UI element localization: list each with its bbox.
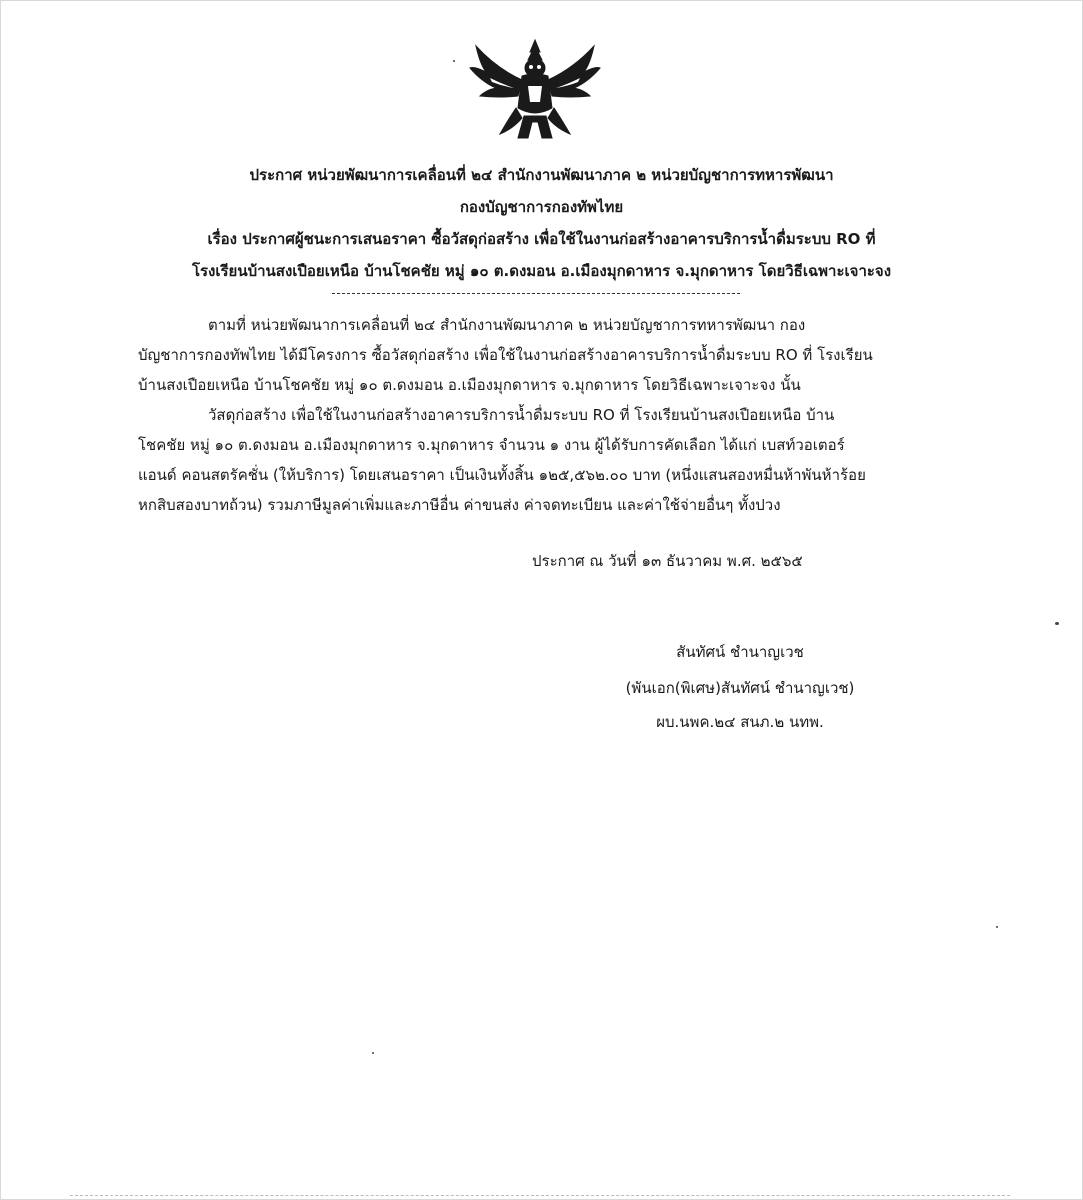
announcement-date: ประกาศ ณ วันที่ ๑๓ ธันวาคม พ.ศ. ๒๕๖๕ xyxy=(532,552,803,570)
body-paragraph-1-line-3: บ้านสงเปือยเหนือ บ้านโชคชัย หมู่ ๑๐ ต.ดงมอน อ.เมืองมุกดาหาร จ.มุกดาหาร โดยวิธีเฉพาะเจาะจง นั้น xyxy=(138,376,801,394)
signature-rank-name: (พันเอก(พิเศษ)สันทัศน์ ชำนาญเวช) xyxy=(625,679,855,697)
signature-name: สันทัศน์ ชำนาญเวช xyxy=(676,643,804,661)
bottom-edge-rule xyxy=(70,1195,1010,1196)
heading-line-2: กองบัญชาการกองทัพไทย xyxy=(459,198,624,216)
body-paragraph-2-line-2: โชคชัย หมู่ ๑๐ ต.ดงมอน อ.เมืองมุกดาหาร จ.มุกดาหาร จำนวน ๑ งาน ผู้ได้รับการคัดเลือก ได้แก่ เบสท์วอเตอร์ xyxy=(138,436,845,454)
body-paragraph-2-line-4: หกสิบสองบาทถ้วน) รวมภาษีมูลค่าเพิ่มและภาษีอื่น ค่าขนส่ง ค่าจดทะเบียน และค่าใช้จ่ายอื่นๆ ทั้งปวง xyxy=(138,496,781,514)
scan-speck xyxy=(453,60,455,62)
heading-line-1: ประกาศ หน่วยพัฒนาการเคลื่อนที่ ๒๔ สำนักงานพัฒนาภาค ๒ หน่วยบัญชาการทหารพัฒนา xyxy=(249,166,834,184)
signature-position: ผบ.นพค.๒๔ สนภ.๒ นทพ. xyxy=(656,713,824,731)
body-paragraph-1-line-2: บัญชาการกองทัพไทย ได้มีโครงการ ซื้อวัสดุก่อสร้าง เพื่อใช้ในงานก่อสร้างอาคารบริการน้ำดื่มระบบ RO ที่ โรงเรียน xyxy=(138,346,873,364)
scan-speck xyxy=(1055,622,1059,625)
body-paragraph-2-line-1: วัสดุก่อสร้าง เพื่อใช้ในงานก่อสร้างอาคารบริการน้ำดื่มระบบ RO ที่ โรงเรียนบ้านสงเปือยเหนือ บ้าน xyxy=(208,406,835,424)
scan-speck xyxy=(996,926,998,928)
heading-subject-line-2: โรงเรียนบ้านสงเปือยเหนือ บ้านโชคชัย หมู่ ๑๐ ต.ดงมอน อ.เมืองมุกดาหาร จ.มุกดาหาร โดยวิธีเฉพาะเจาะจง xyxy=(191,262,892,280)
body-paragraph-2-line-3: แอนด์ คอนสตรัคชั่น (ให้บริการ) โดยเสนอราคา เป็นเงินทั้งสิ้น ๑๒๕,๕๖๒.๐๐ บาท (หนึ่งแสนสองหมื่นห้าพันห้าร้อย xyxy=(138,466,866,484)
body-paragraph-1-line-1: ตามที่ หน่วยพัฒนาการเคลื่อนที่ ๒๔ สำนักงานพัฒนาภาค ๒ หน่วยบัญชาการทหารพัฒนา กอง xyxy=(208,316,806,334)
garuda-emblem-icon xyxy=(466,38,604,146)
separator-rule xyxy=(332,293,740,294)
heading-subject-line-1: เรื่อง ประกาศผู้ชนะการเสนอราคา ซื้อวัสดุก่อสร้าง เพื่อใช้ในงานก่อสร้างอาคารบริการน้ำดื่มระบบ RO ที่ xyxy=(207,230,876,248)
scan-speck xyxy=(372,1052,374,1054)
